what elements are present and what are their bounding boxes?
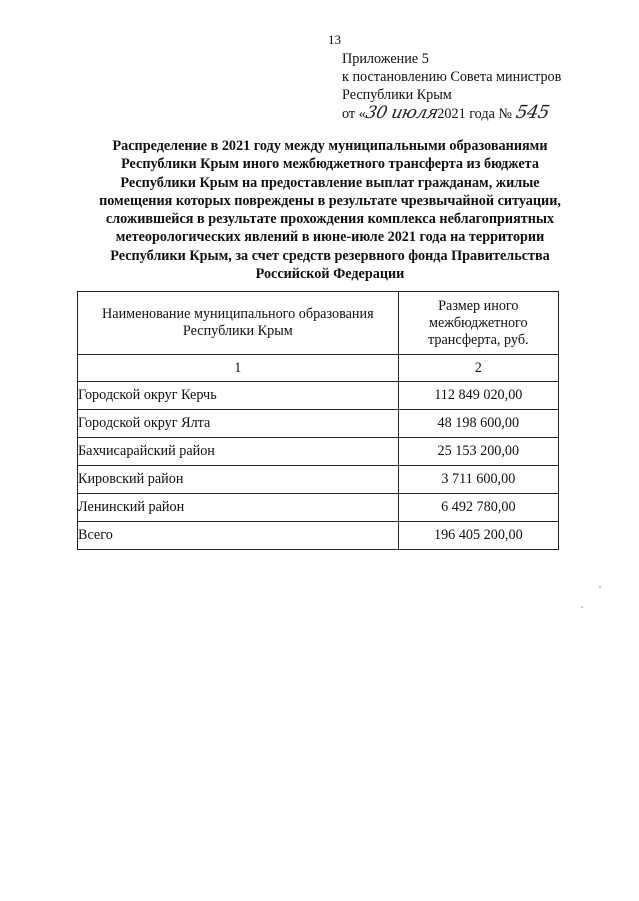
transfer-amount: 112 849 020,00 [398, 382, 558, 410]
appendix-republic: Республики Крым [342, 87, 452, 103]
header-text-line: межбюджетного [429, 314, 528, 331]
title-line: Распределение в 2021 году между муниципальными образованиями [112, 138, 548, 154]
table-row [78, 494, 559, 522]
appendix-title: Приложение 5 [342, 51, 429, 67]
title-line: сложившейся в результате прохождения комплекса неблагоприятных [105, 211, 555, 228]
table-row [78, 410, 559, 438]
document-title [70, 137, 590, 283]
date-prefix: от « [342, 106, 366, 122]
header-text-line: трансферта, руб. [428, 331, 529, 348]
distribution-table [77, 291, 559, 550]
title-line: Республики Крым, за счет средств резервного фонда Правительства [110, 247, 550, 264]
column-number: 1 [78, 355, 399, 382]
total-amount: 196 405 200,00 [398, 522, 558, 550]
total-label: Всего [78, 522, 399, 550]
municipality-name: Ленинский район [78, 494, 399, 522]
header-text-line: Размер иного [438, 297, 519, 314]
municipality-name: Городской округ Ялта [78, 410, 399, 438]
title-line: Российской Федерации [255, 266, 405, 283]
transfer-amount: 6 492 780,00 [398, 494, 558, 522]
column-number-row [78, 355, 559, 382]
transfer-amount: 3 711 600,00 [398, 466, 558, 494]
transfer-amount: 48 198 600,00 [398, 410, 558, 438]
column-number: 2 [398, 355, 558, 382]
total-row [78, 522, 559, 550]
appendix-header [342, 50, 561, 123]
table-row [78, 466, 559, 494]
title-line: метеорологических явлений в июне-июле 2021 года на территории [115, 229, 545, 246]
table-row [78, 438, 559, 466]
scan-speck [599, 586, 601, 588]
transfer-amount: 25 153 200,00 [398, 438, 558, 466]
handwritten-number: 545 [513, 102, 551, 123]
table-row [78, 382, 559, 410]
appendix-resolution-ref: к постановлению Совета министров [342, 69, 562, 85]
header-text-line: Наименование муниципального образования [102, 306, 374, 322]
appendix-date-line [342, 104, 561, 123]
table-header-row [78, 292, 559, 355]
page-number: 13 [328, 32, 341, 47]
municipality-name: Бахчисарайский район [78, 438, 399, 466]
scan-speck [581, 606, 583, 608]
municipality-name: Кировский район [78, 466, 399, 494]
header-transfer-amount [398, 292, 558, 355]
handwritten-date: 30 июля [363, 103, 440, 123]
municipality-name: Городской округ Керчь [78, 382, 399, 410]
title-line: Республики Крым иного межбюджетного трансферта из бюджета [121, 156, 539, 173]
title-line: Республики Крым на предоставление выплат гражданам, жилые [120, 174, 540, 191]
header-text-line: Республики Крым [182, 323, 293, 339]
header-municipality [78, 292, 399, 355]
date-suffix: 2021 года № [437, 106, 512, 122]
title-line: помещения которых повреждены в результате чрезвычайной ситуации, [99, 192, 561, 209]
